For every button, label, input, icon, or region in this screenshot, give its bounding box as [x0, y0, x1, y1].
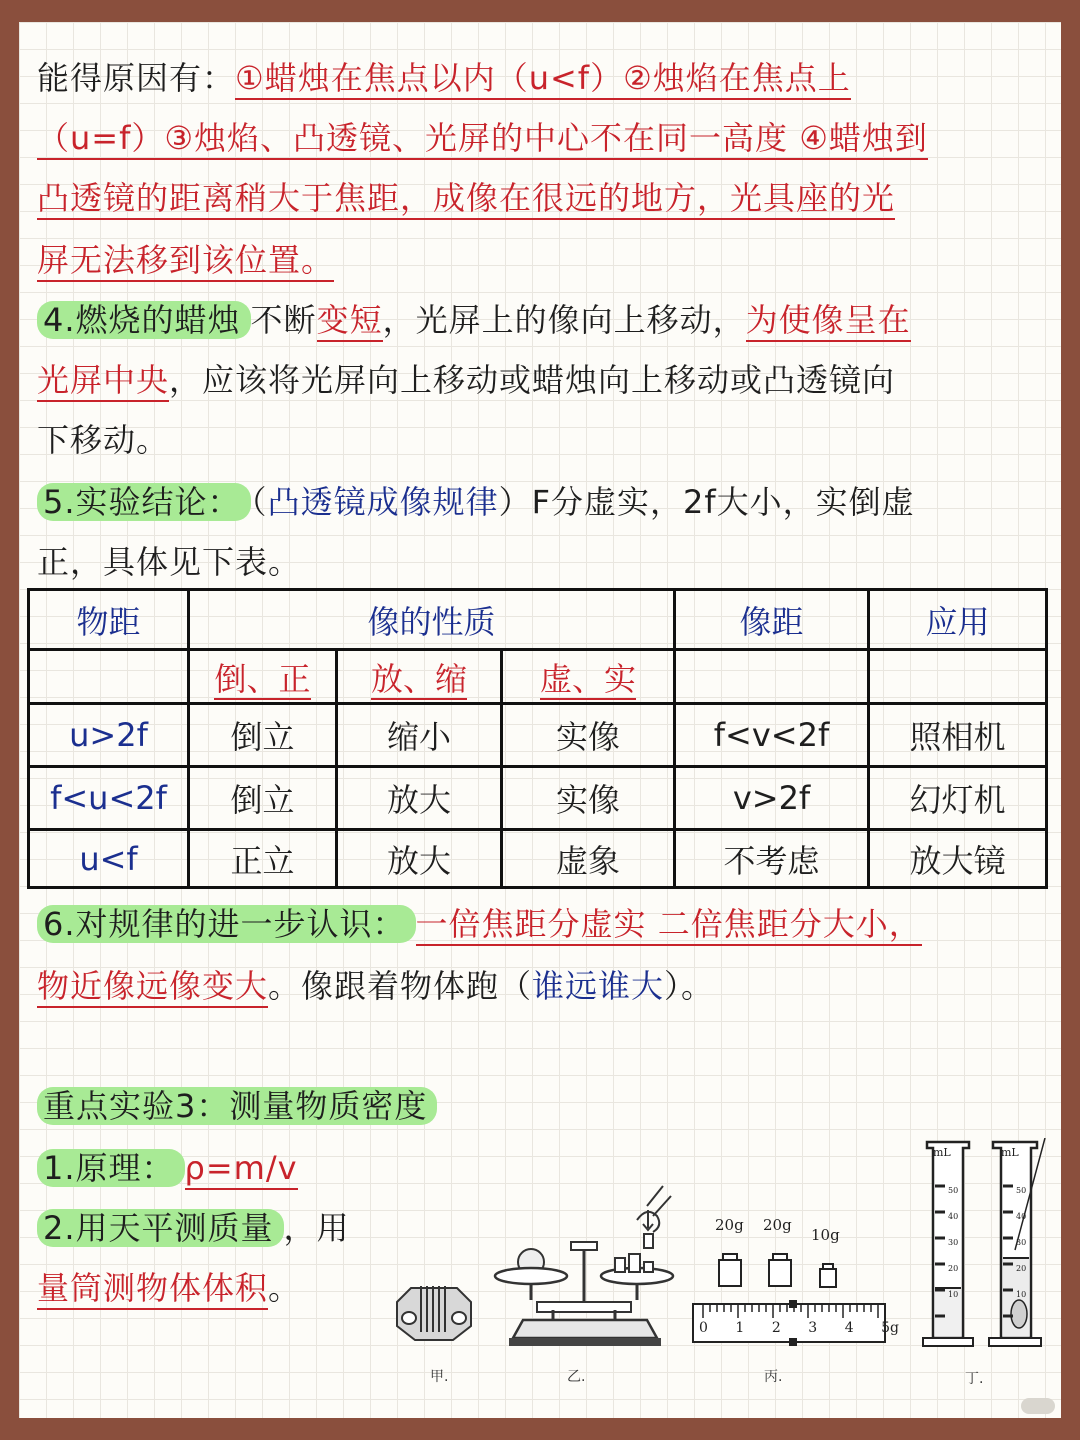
caption-ding: 丁. [965, 1371, 984, 1387]
cyl2-mark-20: 20 [1016, 1264, 1027, 1273]
header-image-distance: 像距 [675, 590, 869, 650]
subheader-empty-3 [869, 650, 1047, 704]
item4-t1: 不断 [250, 301, 317, 339]
mineral-sample-figure [391, 1278, 477, 1358]
cyl2-mark-40: 40 [1016, 1212, 1027, 1221]
table-row [29, 767, 1047, 830]
cyl2-mark-50: 50 [1016, 1186, 1027, 1195]
cell-object-distance: u>2f [29, 704, 189, 767]
exp3-method-end: 。 [268, 1269, 302, 1307]
cell-orientation: 倒立 [189, 767, 337, 830]
weight-label-1: 20g [715, 1216, 744, 1234]
item5-line-2: 正，具体见下表。 [37, 543, 302, 581]
cyl2-mark-30: 30 [1016, 1238, 1027, 1247]
caption-bing: 丙. [764, 1369, 783, 1385]
item4-line2b: ，应该将光屏向上移动或蜡烛向上移动或凸透镜向 [169, 361, 896, 399]
table-subheader-row [29, 650, 1047, 704]
item6-focal-rule: 一倍焦距分虚实 二倍焦距分大小， [416, 905, 922, 946]
lens-imaging-table [27, 588, 1048, 889]
header-image-properties: 像的性质 [189, 590, 675, 650]
exp3-title-line [37, 1086, 437, 1126]
subheader-nature-text: 虚、实 [539, 659, 636, 698]
subheader-empty-2 [675, 650, 869, 704]
cyl1-mark-40: 40 [948, 1212, 959, 1221]
exp3-method-line-2 [37, 1268, 301, 1308]
cell-orientation: 倒立 [189, 704, 337, 767]
table-header-row [29, 590, 1047, 650]
note-page [19, 22, 1061, 1418]
graduated-cylinders-figure [919, 1138, 1049, 1354]
subheader-empty-1 [29, 650, 189, 704]
subheader-nature [502, 650, 675, 704]
ruler-tick-0: 0 [699, 1320, 708, 1336]
cell-nature: 虚象 [502, 830, 675, 888]
balance-figure [487, 1182, 687, 1362]
exp3-method-label: 2.用天平测质量 [37, 1209, 284, 1247]
caption-jia: 甲. [430, 1369, 449, 1385]
subheader-orientation-text: 倒、正 [214, 659, 311, 698]
item4-screen-center: 光屏中央 [37, 361, 169, 402]
reasons-text-4: 屏无法移到该位置。 [37, 241, 334, 282]
cell-nature: 实像 [502, 704, 675, 767]
density-formula: ρ=m/v [185, 1149, 298, 1190]
reasons-line-1 [37, 58, 851, 98]
item5-label: 5.实验结论： [37, 483, 251, 521]
header-application: 应用 [869, 590, 1047, 650]
cell-object-distance: u<f [29, 830, 189, 888]
cell-application: 照相机 [869, 704, 1047, 767]
exp3-method-rest: ，用 [283, 1209, 350, 1247]
cell-image-distance: v>2f [675, 767, 869, 830]
item6-who-far: 谁远谁大 [532, 967, 665, 1005]
reasons-line-2 [37, 118, 928, 158]
reasons-line-4 [37, 240, 334, 280]
weight-label-2: 20g [763, 1216, 792, 1234]
cell-object-distance: f<u<2f [29, 767, 189, 830]
cyl1-mark-20: 20 [948, 1264, 959, 1273]
cell-application: 幻灯机 [869, 767, 1047, 830]
subheader-size [337, 650, 502, 704]
item5-t3: ）F分虚实，2f大小，实倒虚 [498, 483, 915, 521]
cyl1-mark-10: 10 [948, 1290, 959, 1299]
item4-label: 4.燃烧的蜡烛 [37, 301, 251, 339]
item4-t3: ，光屏上的像向上移动， [382, 301, 746, 339]
ruler-tick-2: 2 [771, 1320, 781, 1336]
item4-line-3: 下移动。 [37, 421, 170, 459]
item4-t4: 为使像呈在 [746, 301, 911, 342]
ruler-tick-4: 4 [844, 1320, 854, 1336]
reasons-line-3 [37, 178, 895, 218]
reasons-text-3: 凸透镜的距离稍大于焦距，成像在很远的地方，光具座的光 [37, 179, 895, 220]
exp3-cylinder-volume: 量筒测物体体积 [37, 1269, 268, 1310]
cylinder-unit-1: mL [933, 1146, 951, 1159]
ruler-scale [699, 1320, 899, 1336]
weight-label-3: 10g [811, 1226, 840, 1244]
item6-line-2 [37, 966, 714, 1006]
reasons-text-2: （u=f）③烛焰、凸透镜、光屏的中心不在同一高度 ④蜡烛到 [37, 119, 928, 160]
cylinder-scale-2 [1016, 1178, 1026, 1308]
exp3-principle-label: 1.原理： [37, 1149, 185, 1187]
item6-line-1 [37, 904, 922, 944]
cell-size: 放大 [337, 830, 502, 888]
cell-application: 放大镜 [869, 830, 1047, 888]
cylinder-unit-2: mL [1001, 1146, 1019, 1159]
exp3-principle-line [37, 1148, 298, 1188]
ruler-tick-3: 3 [808, 1320, 818, 1336]
cell-image-distance: 不考虑 [675, 830, 869, 888]
header-object-distance: 物距 [29, 590, 189, 650]
cylinder-scale-1 [948, 1178, 958, 1308]
cell-nature: 实像 [502, 767, 675, 830]
item5-t1: （ [250, 483, 268, 521]
caption-yi: 乙. [567, 1369, 586, 1385]
table-row [29, 830, 1047, 888]
reasons-text-1: ①蜡烛在焦点以内（u<f）②烛焰在焦点上 [235, 59, 851, 100]
subheader-size-text: 放、缩 [370, 659, 467, 698]
cell-size: 放大 [337, 767, 502, 830]
item4-line-1 [37, 300, 911, 340]
item5-line-1 [37, 482, 915, 522]
watermark-badge [1021, 1398, 1055, 1414]
cell-orientation: 正立 [189, 830, 337, 888]
cyl1-mark-30: 30 [948, 1238, 959, 1247]
item4-line-2 [37, 360, 895, 400]
exp3-title: 重点实验3：测量物质密度 [37, 1087, 437, 1125]
item6-follow: 。像跟着物体跑（ [268, 967, 533, 1005]
cyl1-mark-50: 50 [948, 1186, 959, 1195]
subheader-orientation [189, 650, 337, 704]
item6-near-far: 物近像远像变大 [37, 967, 268, 1008]
item6-end: ）。 [664, 967, 715, 1005]
cyl2-mark-10: 10 [1016, 1290, 1027, 1299]
reasons-lead: 能得原因有： [37, 59, 236, 97]
exp3-method-line-1 [37, 1208, 350, 1248]
item4-t2: 变短 [317, 301, 383, 342]
ruler-tick-1: 1 [735, 1320, 745, 1336]
item6-label: 6.对规律的进一步认识： [37, 905, 416, 943]
cell-image-distance: f<v<2f [675, 704, 869, 767]
table-row [29, 704, 1047, 767]
item5-rule: 凸透镜成像规律 [267, 483, 499, 521]
cell-size: 缩小 [337, 704, 502, 767]
ruler-tick-5: 5g [881, 1320, 899, 1336]
